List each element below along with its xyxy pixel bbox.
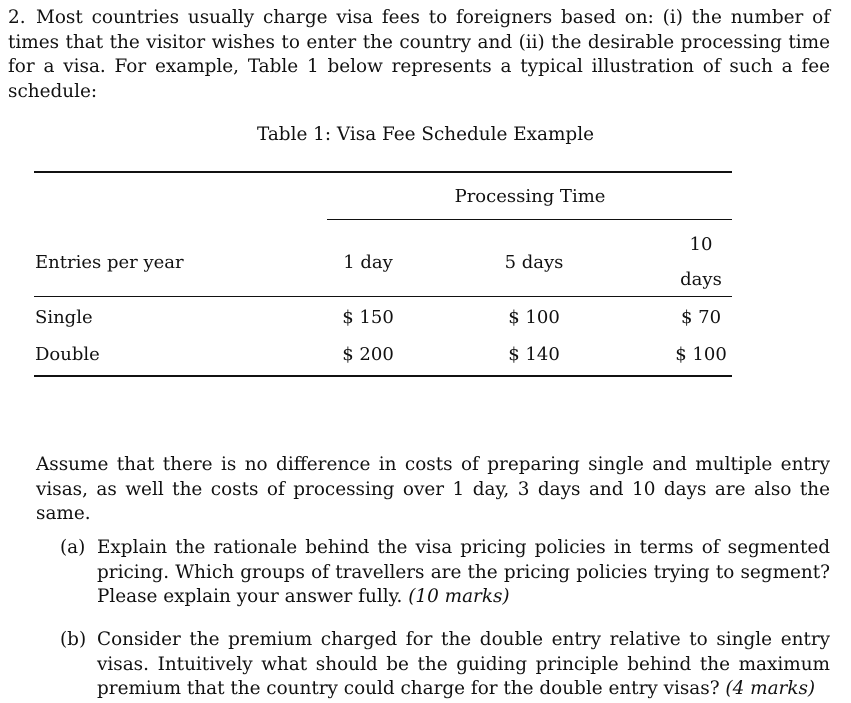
table-col-header-1: 1 day bbox=[343, 252, 393, 273]
table-cell: $ 70 bbox=[680, 307, 722, 328]
assumption-paragraph: Assume that there is no difference in costs of preparing single and multiple entry visas, as well the costs of processing over 1 day, 3 days and 10 days are also the same. bbox=[36, 454, 830, 524]
question-number: 2. bbox=[8, 7, 26, 28]
table-col-header-3-line1: 10 bbox=[689, 234, 713, 255]
table-row-label: Double bbox=[35, 344, 100, 365]
table-bottom-rule bbox=[34, 375, 732, 377]
table-cell: $ 100 bbox=[508, 307, 560, 328]
table-col-header-3-line2: days bbox=[680, 269, 722, 290]
question-intro-text: Most countries usually charge visa fees to foreigners based on: (i) the number of times that the visitor wishes to enter the country and (ii) the desirable processing time for a visa. For example, Table 1 below represents a typical illustration of such a fee schedule: bbox=[8, 7, 830, 102]
table-group-rule bbox=[327, 219, 732, 220]
part-a-marks: (10 marks) bbox=[408, 586, 510, 607]
table-header-rule bbox=[34, 296, 732, 297]
part-b bbox=[60, 628, 830, 702]
table-caption: Table 1: Visa Fee Schedule Example bbox=[257, 124, 594, 145]
table-row-header: Entries per year bbox=[35, 252, 184, 273]
part-b-marks: (4 marks) bbox=[725, 678, 816, 699]
table-cell: $ 100 bbox=[675, 344, 727, 365]
part-b-label: (b) bbox=[60, 629, 87, 650]
part-a-text: Explain the rationale behind the visa pricing policies in terms of segmented pricing. Which groups of travellers are the pricing policies trying to segment? Please explain your answer fully. bbox=[97, 537, 830, 607]
part-a bbox=[60, 536, 830, 610]
table-cell: $ 140 bbox=[508, 344, 560, 365]
table-group-header: Processing Time bbox=[454, 186, 606, 207]
table-row-label: Single bbox=[35, 307, 93, 328]
question-intro bbox=[8, 6, 830, 104]
table-top-rule bbox=[34, 171, 732, 173]
table-cell: $ 150 bbox=[342, 307, 394, 328]
part-a-label: (a) bbox=[60, 537, 86, 558]
part-b-text: Consider the premium charged for the double entry relative to single entry visas. Intuitively what should be the guiding principle behind the maximum premium that the country could charge for the double entry visas? bbox=[97, 629, 830, 699]
table-cell: $ 200 bbox=[342, 344, 394, 365]
table-col-header-2: 5 days bbox=[504, 252, 564, 273]
